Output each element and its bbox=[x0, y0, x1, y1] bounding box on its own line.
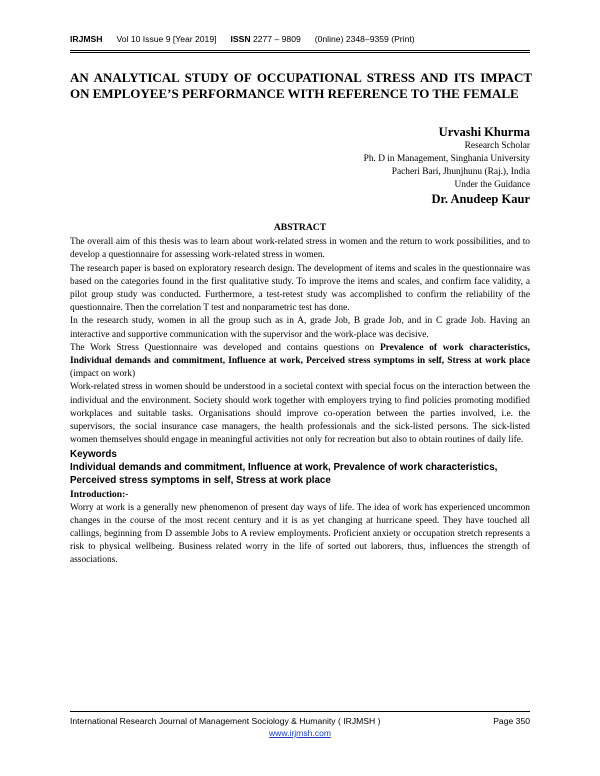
keywords-heading: Keywords bbox=[70, 449, 117, 461]
abstract-paragraph-2: The research paper is based on exploratory research design. The development of items and scales in the questionnaire was based on the categories found in the first qualitative study. To improve the items and scales, and confirm face validity, a pilot group study was conducted. Furthermore, a test-retest study was accomplished to confirm the reliability of the questionnaire. Then the correlation T test and nonparametric test has done. bbox=[70, 263, 530, 314]
abstract-p4-text: The Work Stress Questionnaire was developed and contains questions on bbox=[70, 342, 380, 353]
introduction-heading: Introduction:- bbox=[70, 489, 129, 501]
guidance-note: Under the Guidance bbox=[454, 180, 530, 190]
abstract-paragraph-1: The overall aim of this thesis was to learn about work-related stress in women and the return to work possibilities, and to develop a questionnaire for assessing work-related stress in women. bbox=[70, 237, 530, 261]
running-header bbox=[70, 34, 530, 44]
page-number: Page 350 bbox=[493, 716, 530, 726]
author-name: Urvashi Khurma bbox=[438, 125, 530, 139]
abstract-paragraph-5: Work-related stress in women should be understood in a societal context with special focus on the interaction between the individual and the environment. Society should work together with employers trying to find policies promoting modified workplaces and suitable tasks. Organisations should improve co-operation between the parties involved, i.e. the supervisors, the social insurance case managers, the health professionals and the sick-listed persons. The sick-listed women themselves should engage in meaningful activities not only for recreation but also to obtain routines of daily life. bbox=[70, 382, 530, 446]
author-program: Ph. D in Management, Singhania University bbox=[363, 154, 530, 164]
page-footer bbox=[70, 716, 530, 739]
abstract-p4-end: (impact on work) bbox=[70, 369, 136, 380]
paper-title: AN ANALYTICAL STUDY OF OCCUPATIONAL STRESS AND ITS IMPACT ON EMPLOYEE’S PERFORMANCE WITH REFERENCE TO THE FEMALE bbox=[70, 70, 532, 101]
author-location: Pacheri Bari, Jhunjhunu (Raj.), India bbox=[391, 167, 530, 177]
issn-label: ISSN bbox=[230, 34, 251, 44]
footer-rule bbox=[70, 711, 530, 712]
issn-number: 2277 – 9809 bbox=[252, 34, 301, 44]
guide-name: Dr. Anudeep Kaur bbox=[431, 192, 530, 206]
abstract-paragraph-4 bbox=[70, 342, 530, 382]
volume-issue: Vol 10 Issue 9 [Year 2019] bbox=[116, 34, 217, 44]
author-role: Research Scholar bbox=[464, 141, 530, 151]
footer-journal-name: International Research Journal of Management Sociology & Humanity ( IRJMSH ) bbox=[70, 716, 381, 726]
abstract-heading: ABSTRACT bbox=[273, 222, 327, 233]
journal-abbrev: IRJMSH bbox=[70, 34, 103, 44]
introduction-paragraph-1: Worry at work is a generally new phenomenon of present day ways of life. The idea of work has experienced uncommon changes in the course of the most recent century and it is as yet changing at hurricane speed. They have touched all callings, beginning from D assemble Jobs to A review employments. Proficient anxiety or occupation stretch represents a risk to physical wellbeing. Business related worry in the life of sorted out laborers, thus, influences the strength of associations. bbox=[70, 502, 530, 566]
paper-body bbox=[70, 221, 530, 568]
abstract-p4-bold: Prevalence of work characteristics, Individual demands and commitment, Influence at work, Perceived stress symptoms in self, Stress at work place bbox=[70, 342, 530, 367]
header-rule-secondary bbox=[70, 52, 530, 53]
journal-website-link[interactable]: www.irjmsh.com bbox=[268, 728, 332, 738]
author-block bbox=[210, 124, 530, 207]
issn-online: (0nline) 2348–9359 (Print) bbox=[314, 34, 415, 44]
abstract-paragraph-3: In the research study, women in all the group such as in A, grade Job, B grade Job, and in C grade Job. Having an interactive and supportive communication with the supervisor and the work-place was decisive. bbox=[70, 316, 530, 340]
header-rule bbox=[70, 50, 530, 51]
keywords-text: Individual demands and commitment, Influence at work, Prevalence of work characteristics, Perceived stress symptoms in self, Stress at work place bbox=[70, 462, 498, 487]
